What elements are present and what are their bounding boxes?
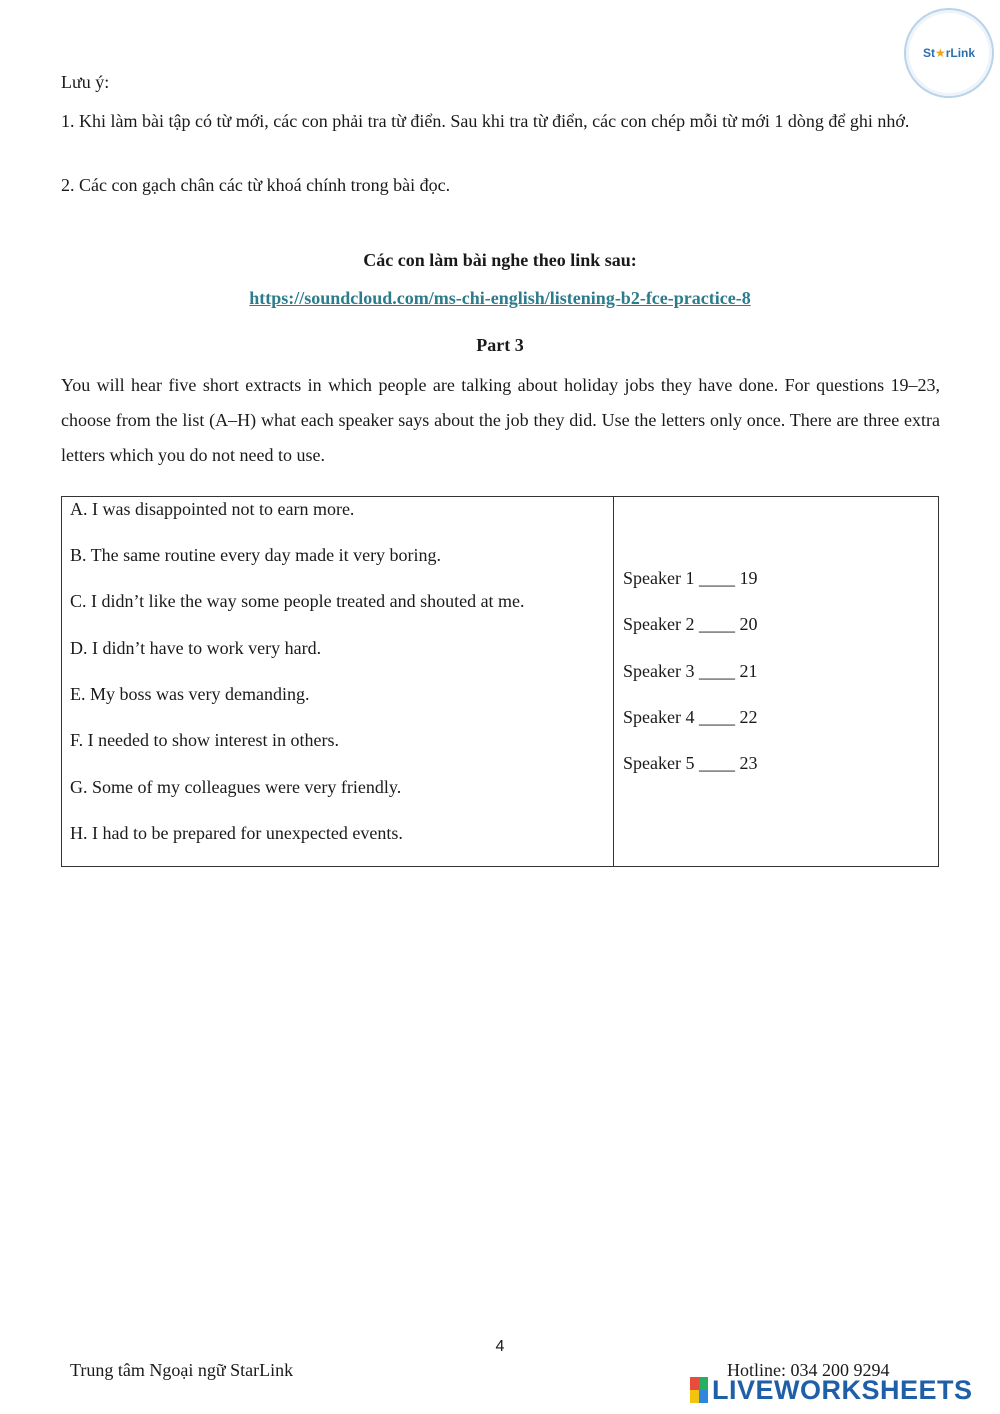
star-icon: ★ [934, 46, 946, 60]
speaker-5-blank[interactable]: Speaker 5 ____ 23 [623, 753, 758, 773]
option-b: B. The same routine every day made it very boring. [70, 545, 442, 565]
badge-cell-3 [690, 1390, 699, 1403]
option-a: A. I was disappointed not to earn more. [70, 499, 355, 519]
part-title: Part 3 [476, 335, 524, 355]
option-c: C. I didn’t like the way some people treated and shouted at me. [70, 591, 525, 611]
table-divider [613, 497, 614, 866]
badge-cell-4 [699, 1390, 708, 1403]
speaker-2-blank[interactable]: Speaker 2 ____ 20 [623, 614, 758, 634]
notes-title: Lưu ý: [61, 72, 110, 92]
option-h: H. I had to be prepared for unexpected events. [70, 823, 403, 843]
liveworksheets-watermark [690, 1373, 990, 1407]
note-item-1: 1. Khi làm bài tập có từ mới, các con phải tra từ điển. Sau khi tra từ điển, các con chép mỗi từ mới 1 dòng để ghi nhớ. [61, 111, 910, 131]
option-e: E. My boss was very demanding. [70, 684, 310, 704]
matching-table [61, 496, 939, 867]
logo-text-b: rLink [945, 46, 976, 60]
watermark-text: LIVEWORKSHEETS [712, 1374, 973, 1405]
option-g: G. Some of my colleagues were very friendly. [70, 777, 402, 797]
starlink-logo [904, 8, 994, 98]
part-intro: You will hear five short extracts in which people are talking about holiday jobs they have done. For questions 19–23, choose from the list (A–H) what each speaker says about the job they did. Use the letters only once. There are three extra letters which you do not need to use. [61, 375, 940, 465]
footer-hotline: Hotline: 034 200 9294 [727, 1360, 890, 1380]
speaker-3-blank[interactable]: Speaker 3 ____ 21 [623, 661, 758, 681]
note-item-2: 2. Các con gạch chân các từ khoá chính trong bài đọc. [61, 175, 451, 195]
option-d: D. I didn’t have to work very hard. [70, 638, 322, 658]
listening-instruction: Các con làm bài nghe theo link sau: [363, 250, 637, 270]
footer-center-name: Trung tâm Ngoại ngữ StarLink [70, 1360, 294, 1380]
option-f: F. I needed to show interest in others. [70, 730, 340, 750]
speaker-1-blank[interactable]: Speaker 1 ____ 19 [623, 568, 758, 588]
logo-text-a: St [922, 46, 935, 60]
liveworksheets-badge-icon [690, 1377, 708, 1403]
speaker-4-blank[interactable]: Speaker 4 ____ 22 [623, 707, 758, 727]
soundcloud-link[interactable]: https://soundcloud.com/ms-chi-english/listening-b2-fce-practice-8 [249, 288, 751, 308]
badge-cell-1 [690, 1377, 699, 1390]
badge-cell-2 [699, 1377, 708, 1390]
page-number: 4 [495, 1338, 505, 1355]
